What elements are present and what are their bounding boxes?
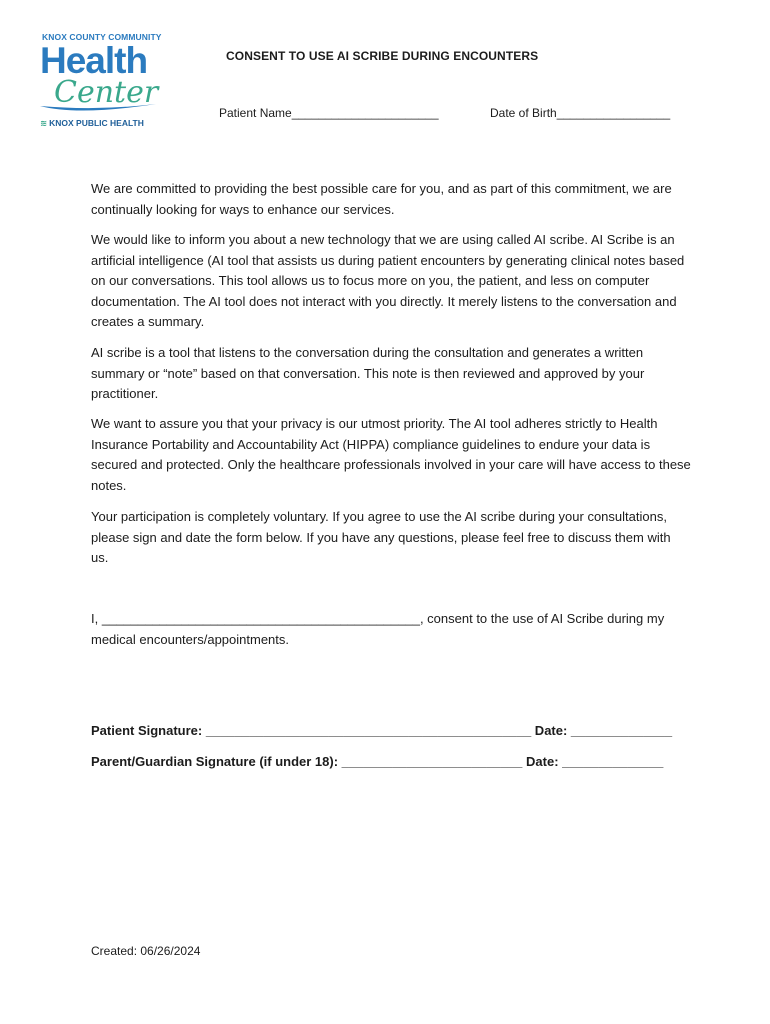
logo-center-text: Center: [54, 75, 159, 110]
logo-mark-icon: ≋: [40, 118, 48, 128]
logo-health-text: Health: [40, 40, 148, 81]
form-title: CONSENT TO USE AI SCRIBE DURING ENCOUNTERS: [226, 49, 539, 63]
logo-top-text: KNOX COUNTY COMMUNITY: [42, 32, 162, 42]
paragraph-ai-scribe-intro: We would like to inform you about a new technology that we are using called AI scribe. AI Scribe is an artificial intelligence (AI tool that assists us during patient encounters by generating clinical notes based on our conversations. This tool allows us to focus more on you, the patient, and less on computer documentation. The AI tool does not interact with you directly. It merely listens to the conversation and creates a summary.: [91, 232, 685, 329]
date-of-birth-field[interactable]: Date of Birth_________________: [490, 106, 671, 120]
logo-bottom-line: [40, 118, 144, 129]
logo-bottom-text: KNOX PUBLIC HEALTH: [49, 118, 144, 128]
paragraph-privacy: We want to assure you that your privacy is our utmost priority. The AI tool adheres strictly to Health Insurance Portability and Accountability Act (HIPPA) compliance guidelines to endure your data is secured and protected. Only the healthcare professionals involved in your care will have access to these notes.: [91, 416, 691, 493]
paragraph-commitment: We are committed to providing the best possible care for you, and as part of this commitment, we are continually looking for ways to enhance our services.: [91, 181, 672, 217]
patient-signature-line[interactable]: Patient Signature: _____________________________________________ Date: ______________: [91, 723, 673, 738]
organization-logo: [38, 32, 160, 132]
patient-name-field[interactable]: Patient Name______________________: [219, 106, 439, 120]
guardian-signature-line[interactable]: Parent/Guardian Signature (if under 18): _________________________ Date: ______________: [91, 754, 664, 769]
paragraph-ai-scribe-function: AI scribe is a tool that listens to the conversation during the consultation and generates a written summary or “note” based on that conversation. This note is then reviewed and approved by your practitioner.: [91, 345, 645, 401]
created-date: Created: 06/26/2024: [91, 944, 201, 958]
consent-statement[interactable]: I, ____________________________________________, consent to the use of AI Scribe during my medical encounters/appointments.: [91, 611, 665, 647]
paragraph-voluntary: Your participation is completely voluntary. If you agree to use the AI scribe during your consultations, please sign and date the form below. If you have any questions, please feel free to discuss them with us.: [91, 509, 671, 565]
logo-swoosh-icon: [38, 102, 158, 116]
